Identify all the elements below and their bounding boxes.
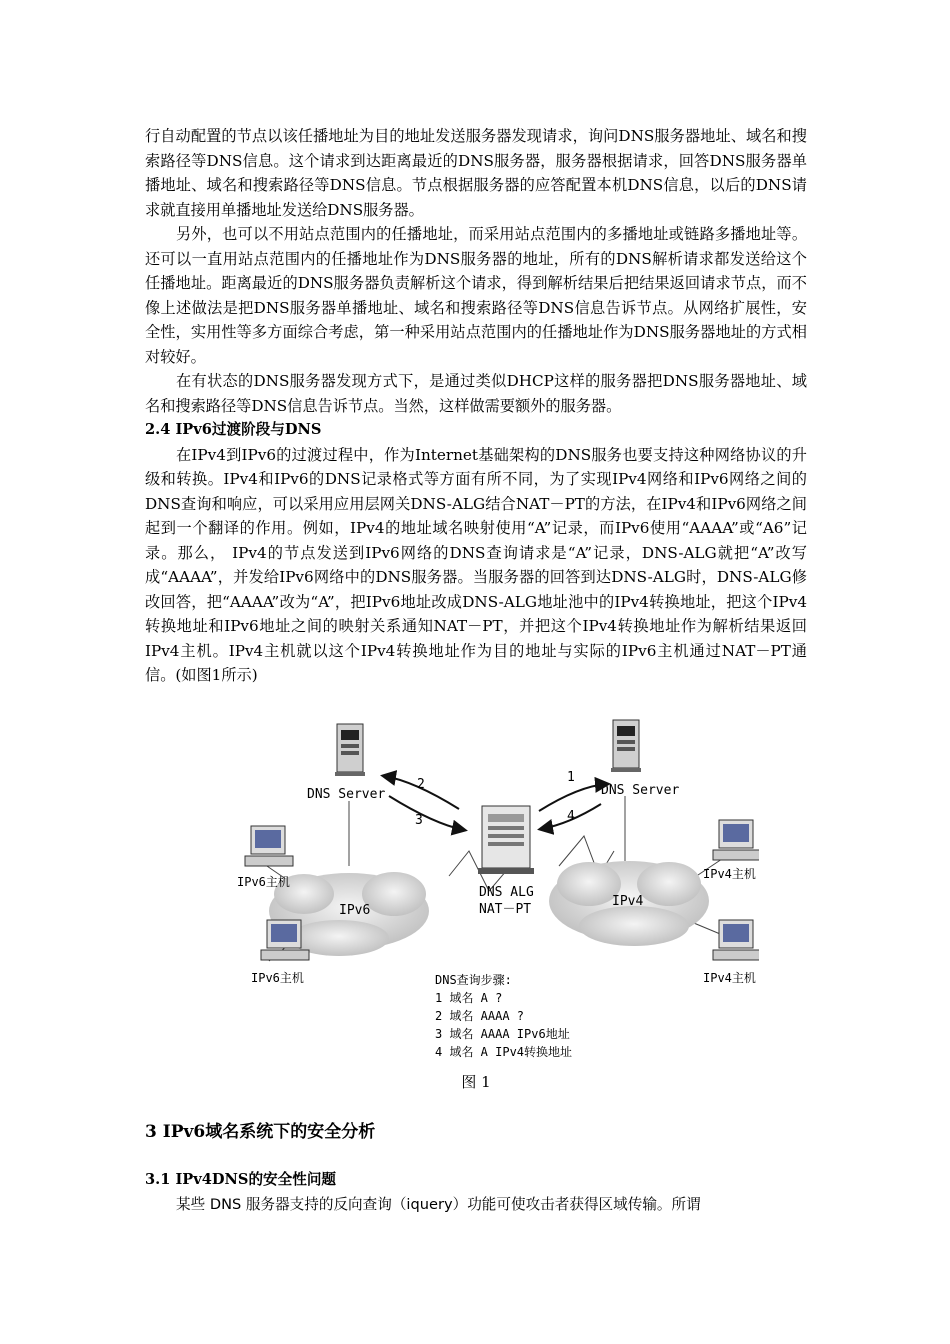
document-page (145, 124, 807, 1213)
gateway-label-line2: NAT－PT (479, 902, 532, 917)
cloud-ipv4 (549, 861, 709, 946)
network-diagram-svg (189, 716, 759, 1061)
computer-icon (251, 920, 309, 985)
arrow-3-label: 3 (415, 813, 423, 828)
section-heading-2-4: 2.4 IPv6过渡阶段与DNS (145, 421, 322, 438)
computer-icon (237, 826, 293, 889)
paragraph-1: 行自动配置的节点以该任播地址为目的地址发送服务器发现请求，询问DNS服务器地址、域名和搜索路径等DNS信息。这个请求到达距离最近的DNS服务器，服务器根据请求，回答DNS服务器单播地址、域名和搜索路径等DNS信息。节点根据服务器的应答配置本机DNS信息，以后的DNS请求就直接用单播地址发送给DNS服务器。 (145, 127, 807, 219)
steps-title: DNS查询步骤: (435, 973, 512, 987)
step-4: 4 域名 A IPv4转换地址 (435, 1045, 573, 1059)
gateway-label-line1: DNS ALG (479, 885, 534, 900)
host-ipv6-bottom-label: IPv6主机 (251, 971, 304, 985)
gateway-server-icon (478, 806, 534, 917)
host-ipv6-top-label: IPv6主机 (237, 875, 290, 889)
dns-server-left-label: DNS Server (307, 787, 386, 802)
step-1: 1 域名 A ? (435, 991, 503, 1005)
dns-server-right-label: DNS Server (601, 783, 680, 798)
arrow-2-label: 2 (417, 777, 425, 792)
dns-steps-legend (435, 972, 572, 1059)
computer-icon (703, 920, 759, 985)
figure-caption: 图 1 (461, 1073, 491, 1091)
server-tower-icon (307, 724, 385, 802)
section-heading-3: 3 IPv6域名系统下的安全分析 (145, 1122, 376, 1142)
figure-1-network-diagram (189, 716, 759, 1061)
arrow-3 (389, 796, 464, 830)
paragraph-3: 在有状态的DNS服务器发现方式下，是通过类似DHCP这样的服务器把DNS服务器地址、域名和搜索路径等DNS信息告诉节点。当然，这样做需要额外的服务器。 (145, 372, 807, 415)
computer-icon (703, 820, 759, 881)
paragraph-2: 另外，也可以不用站点范围内的任播地址，而采用站点范围内的多播地址或链路多播地址等。还可以一直用站点范围内的任播地址作为DNS服务器的地址，所有的DNS解析请求都发送给这个任播地址。距离最近的DNS服务器负责解析这个请求，得到解析结果后把结果返回请求节点，而不像上述做法是把DNS服务器单播地址、域名和搜索路径等DNS信息告诉节点。从网络扩展性，安全性，实用性等多方面综合考虑，第一种采用站点范围内的任播地址作为DNS服务器地址的方式相对较好。 (145, 225, 807, 366)
host-ipv4-bottom-label: IPv4主机 (703, 971, 756, 985)
cloud-ipv6-label: IPv6 (339, 903, 371, 918)
cloud-ipv4-label: IPv4 (612, 894, 644, 909)
paragraph-4: 在IPv4到IPv6的过渡过程中，作为Internet基础架构的DNS服务也要支持这种网络协议的升级和转换。IPv4和IPv6的DNS记录格式等方面有所不同，为了实现IPv4网络和IPv6网络之间的DNS查询和响应，可以采用应用层网关DNS-ALG结合NAT－PT的方法，在IPv4和IPv6网络之间起到一个翻译的作用。例如，IPv4的地址域名映射使用“A”记录，而IPv6使用“AAAA”或“A6”记录。那么， IPv4的节点发送到IPv6网络的DNS查询请求是“A”记录，DNS-ALG就把“A”改写成“AAAA”，并发给IPv6网络中的DNS服务器。当服务器的回答到达DNS-ALG时，DNS-ALG修改回答，把“AAAA”改为“A”，把IPv6地址改成DNS-ALG地址池中的IPv4转换地址，把这个IPv4转换地址和IPv6地址之间的映射关系通知NAT－PT，并把这个IPv4转换地址作为解析结果返回IPv4主机。IPv4主机就以这个IPv4转换地址作为目的地址与实际的IPv6主机通过NAT－PT通信。(如图1所示) (145, 445, 807, 684)
paragraph-5: 某些 DNS 服务器支持的反向查询（iquery）功能可使攻击者获得区域传输。所谓 (176, 1196, 701, 1213)
step-2: 2 域名 AAAA ? (435, 1009, 525, 1023)
section-heading-3-1: 3.1 IPv4DNS的安全性问题 (145, 1171, 337, 1188)
host-ipv4-top-label: IPv4主机 (703, 867, 756, 881)
server-tower-icon (601, 720, 679, 798)
step-3: 3 域名 AAAA IPv6地址 (435, 1027, 570, 1041)
arrow-1-label: 1 (567, 770, 575, 785)
arrow-4-label: 4 (567, 809, 575, 824)
